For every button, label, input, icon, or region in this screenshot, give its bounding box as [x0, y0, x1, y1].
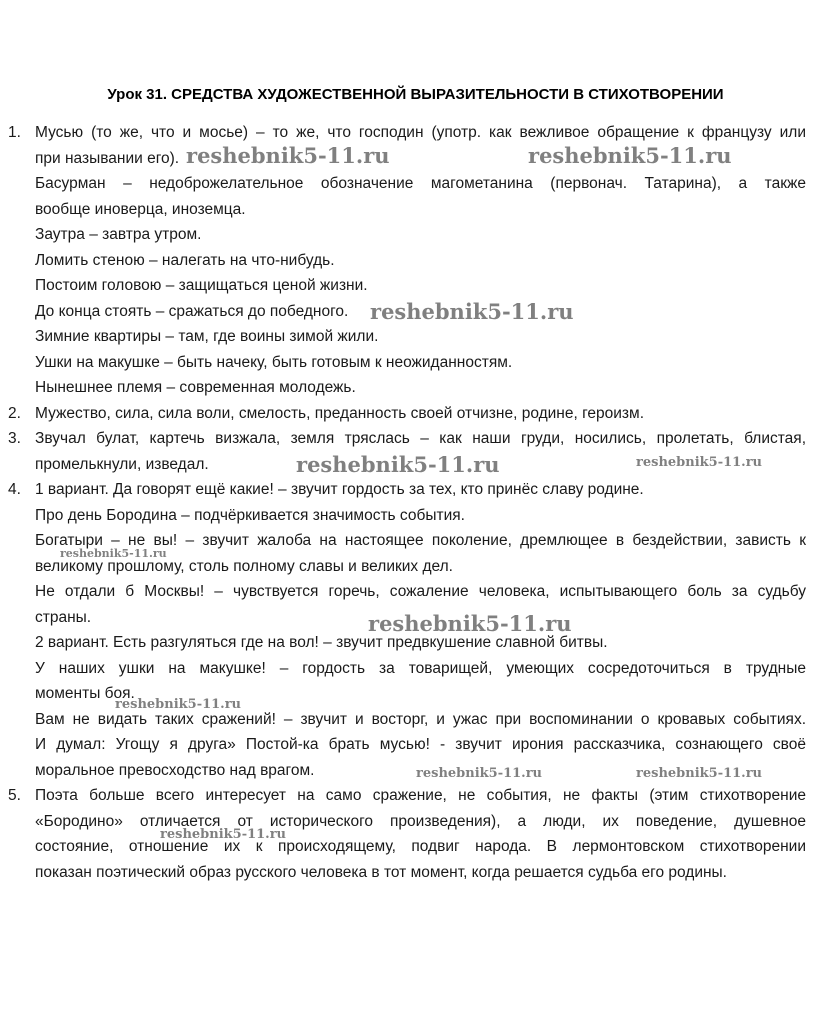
text-line: моральное превосходство над врагом.	[35, 761, 315, 779]
watermark: reshebnik5-11.ru	[186, 143, 390, 168]
watermark: reshebnik5-11.ru	[296, 452, 500, 477]
text-line: промелькнули, изведал.	[35, 455, 209, 473]
text-line: Постоим головою – защищаться ценой жизни.	[35, 277, 368, 294]
text-line: 1 вариант. Да говорят ещё какие! – звучит гордость за тех, кто принёс славу родине.	[35, 481, 644, 498]
text-line: Богатыри – не вы! – звучит жалоба на настоящее поколение, дремлющее в бездействии, зависть к	[35, 532, 806, 549]
watermark: reshebnik5-11.ru	[368, 611, 572, 636]
text-line: вообще иноверца, иноземца.	[35, 200, 246, 218]
text-line: Мусью (то же, что и мосье) – то же, что господин (употр. как вежливое обращение к французу или	[35, 124, 806, 141]
text-line: Ушки на макушке – быть начеку, быть готовым к неожиданностям.	[35, 353, 513, 371]
text-line: Зимние квартиры – там, где воины зимой жили.	[35, 328, 379, 345]
page-title: Урок 31. СРЕДСТВА ХУДОЖЕСТВЕННОЙ ВЫРАЗИТЕЛЬНОСТИ В СТИХОТВОРЕНИИ	[107, 86, 724, 103]
text-line: Вам не видать таких сражений! – звучит и восторг, и ужас при воспоминании о кровавых событиях.	[35, 710, 806, 728]
text-line: страны.	[35, 608, 92, 626]
watermark: reshebnik5-11.ru	[60, 547, 167, 560]
text-line: И думал: Угощу я друга» Постой-ка брать мусью! - звучит ирония рассказчика, сознающего своё	[35, 736, 806, 753]
text-line: при назывании его).	[35, 149, 180, 167]
text-line: Мужество, сила, сила воли, смелость, преданность своей отчизне, родине, героизм.	[35, 404, 645, 422]
item-number: 2.	[8, 404, 21, 422]
watermark: reshebnik5-11.ru	[160, 827, 287, 842]
text-line: До конца стоять – сражаться до победного.	[35, 302, 349, 320]
text-line: моменты боя.	[35, 685, 135, 702]
answer-item-2	[0, 401, 831, 427]
text-line: Не отдали б Москвы! – чувствуется горечь, сожаление человека, испытывающего боль за судьбу	[35, 583, 806, 600]
text-line: У наших ушки на макушке! – гордость за товарищей, умеющих сосредоточиться в трудные	[35, 659, 806, 677]
text-line: показан поэтический образ русского человека в тот момент, когда решается судьба его родины.	[35, 863, 727, 881]
watermark: reshebnik5-11.ru	[416, 766, 543, 781]
text-line: Звучал булат, картечь визжала, земля тряслась – как наши груди, носились, пролетать, блистая,	[35, 430, 806, 447]
watermark: reshebnik5-11.ru	[636, 766, 763, 781]
text-line: Нынешнее племя – современная молодежь.	[35, 379, 356, 396]
answer-item-5	[0, 783, 831, 885]
watermark: reshebnik5-11.ru	[370, 299, 574, 324]
item-number: 5.	[8, 787, 21, 804]
text-line: Заутра – завтра утром.	[35, 226, 202, 243]
text-line: Басурман – недоброжелательное обозначение магометанина (первонач. Татарина), а также	[35, 175, 806, 192]
text-line: 2 вариант. Есть разгуляться где на вол! – звучит предвкушение славной битвы.	[35, 634, 608, 651]
text-line: Поэта больше всего интересует на само сражение, не события, не факты (этим стихотворение	[35, 787, 806, 804]
watermark: reshebnik5-11.ru	[115, 697, 242, 712]
watermark: reshebnik5-11.ru	[636, 455, 763, 470]
text-line: «Бородино» отличается от исторического произведения), а люди, их поведение, душевное	[35, 812, 806, 830]
watermark: reshebnik5-11.ru	[528, 143, 732, 168]
item-number: 1.	[8, 124, 21, 141]
item-number: 3.	[8, 430, 21, 447]
text-line: Ломить стеною – налегать на что-нибудь.	[35, 251, 335, 269]
text-line: состояние, отношение их к происходящему, подвиг народа. В лермонтовском стихотворении	[35, 838, 806, 855]
item-number: 4.	[8, 481, 21, 498]
text-line: великому прошлому, столь полному славы и великих дел.	[35, 557, 453, 575]
text-line: Про день Бородина – подчёркивается значимость события.	[35, 506, 465, 524]
